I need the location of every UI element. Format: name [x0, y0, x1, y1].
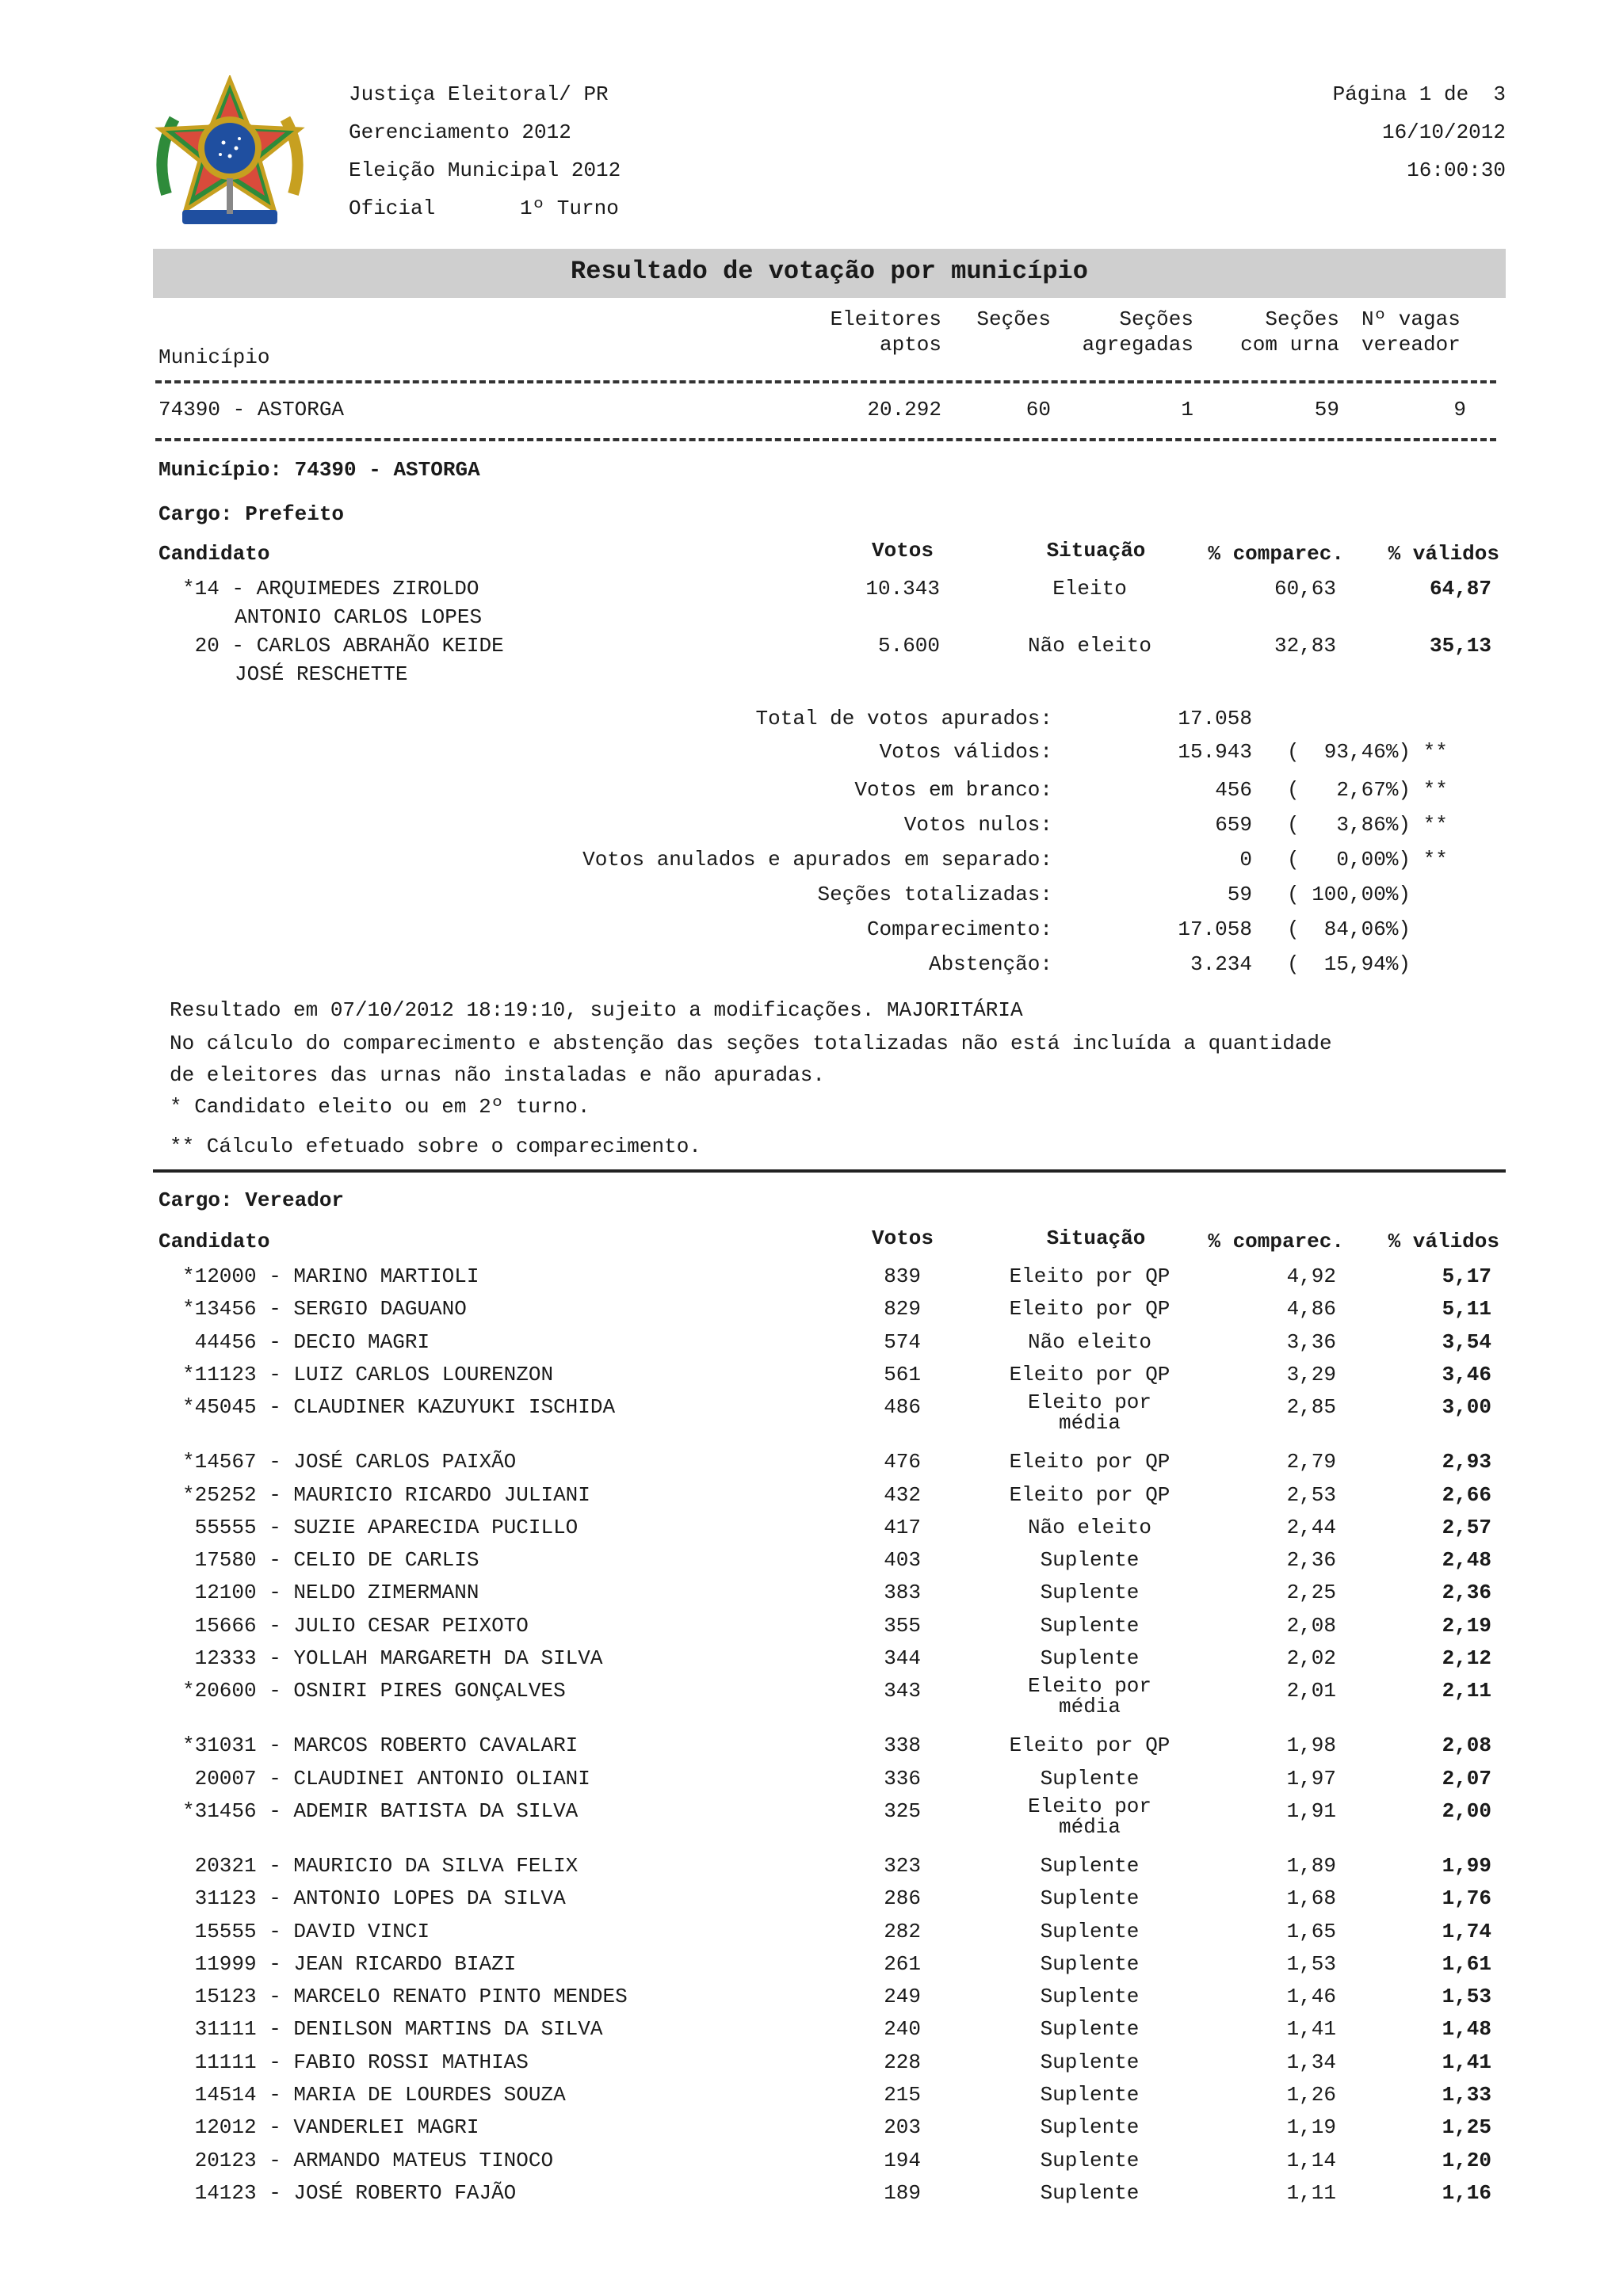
dashed-divider — [155, 380, 1496, 383]
candidate-validos: 1,25 — [1442, 2115, 1491, 2140]
candidate-votos: 417 — [884, 1515, 921, 1539]
candidate-votos: 203 — [884, 2115, 921, 2140]
total-value: 17.058 — [1178, 707, 1252, 730]
candidate-comparec: 1,41 — [1286, 2017, 1336, 2042]
note-line: No cálculo do comparecimento e abstenção das seções totalizadas não está incluída a quantidade — [170, 1032, 1332, 1055]
candidate-situacao: Eleito por QP — [1009, 1733, 1170, 1758]
col-vagas-1: Nº vagas — [1361, 307, 1461, 331]
candidate-votos: 476 — [884, 1450, 921, 1474]
candidate-name: *31456 - ADEMIR BATISTA DA SILVA — [182, 1798, 579, 1823]
candidate-validos: 1,74 — [1442, 1919, 1491, 1943]
candidate-comparec: 60,63 — [1274, 577, 1336, 601]
candidate-situacao: Suplente — [1040, 2180, 1140, 2205]
candidate-votos: 839 — [884, 1264, 921, 1288]
header-round: 1º Turno — [520, 196, 619, 220]
candidate-validos: 1,41 — [1442, 2050, 1491, 2074]
candidate-situacao: Não eleito — [1027, 1329, 1152, 1354]
candidate-validos: 1,33 — [1442, 2083, 1491, 2107]
summary-com-urna: 59 — [1314, 398, 1339, 421]
candidate-comparec: 2,08 — [1286, 1613, 1336, 1638]
candidate-name: 11111 - FABIO ROSSI MATHIAS — [182, 2050, 529, 2074]
coat-of-arms-seal — [151, 75, 309, 238]
candidate-votos: 574 — [884, 1329, 921, 1354]
cargo-prefeito-label: Cargo: Prefeito — [158, 502, 345, 526]
total-label: Abstenção: — [928, 952, 1052, 976]
total-percent: ( 100,00%) — [1287, 883, 1411, 906]
note-line: ** Cálculo efetuado sobre o comparecimento. — [170, 1135, 701, 1158]
candidate-validos: 2,93 — [1442, 1450, 1491, 1474]
total-label: Votos nulos: — [903, 813, 1052, 837]
candidate-situacao: Suplente — [1040, 1581, 1140, 1605]
candidate-situacao: Suplente — [1040, 1766, 1140, 1791]
col-secoes: Seções — [976, 307, 1051, 331]
candidate-comparec: 1,97 — [1286, 1766, 1336, 1791]
header-time: 16:00:30 — [1407, 158, 1506, 182]
col-com-urna-2: com urna — [1240, 333, 1339, 357]
candidate-name: 12100 - NELDO ZIMERMANN — [182, 1581, 479, 1605]
candidate-name: 44456 - DECIO MAGRI — [182, 1329, 430, 1354]
candidate-situacao: Não eleito — [1027, 1515, 1152, 1539]
candidate-comparec: 2,44 — [1286, 1515, 1336, 1539]
report-title: Resultado de votação por município — [571, 257, 1088, 286]
total-label: Comparecimento: — [866, 917, 1052, 941]
candidate-validos: 1,76 — [1442, 1886, 1491, 1911]
candidate-name: 11999 - JEAN RICARDO BIAZI — [182, 1951, 517, 1976]
candidate-name: 20 - CARLOS ABRAHÃO KEIDE — [182, 634, 504, 658]
summary-municipio: 74390 - ASTORGA — [158, 398, 345, 421]
total-value: 456 — [1215, 778, 1252, 802]
candidate-validos: 1,53 — [1442, 1985, 1491, 2009]
candidate-votos: 403 — [884, 1548, 921, 1573]
candidate-votos: 261 — [884, 1951, 921, 1976]
candidate-name: 55555 - SUZIE APARECIDA PUCILLO — [182, 1515, 579, 1539]
candidate-votos: 10.343 — [865, 577, 940, 601]
candidate-validos: 1,16 — [1442, 2180, 1491, 2205]
total-label: Votos válidos: — [879, 740, 1052, 764]
note-line: * Candidato eleito ou em 2º turno. — [170, 1095, 590, 1119]
col-com-urna-1: Seções — [1265, 307, 1339, 331]
col-agregadas-2: agregadas — [1082, 333, 1193, 357]
total-percent: ( 93,46%) ** — [1287, 740, 1448, 764]
candidate-votos: 432 — [884, 1482, 921, 1507]
candidate-situacao: Eleito por QP — [1009, 1362, 1170, 1386]
header-date: 16/10/2012 — [1381, 120, 1506, 144]
candidate-name: *31031 - MARCOS ROBERTO CAVALARI — [182, 1733, 579, 1758]
dashed-divider — [155, 438, 1496, 441]
candidate-validos: 1,48 — [1442, 2017, 1491, 2042]
candidate-situacao: Suplente — [1040, 2017, 1140, 2042]
candidate-comparec: 1,98 — [1286, 1733, 1336, 1758]
candidate-votos: 228 — [884, 2050, 921, 2074]
candidate-comparec: 2,02 — [1286, 1646, 1336, 1670]
candidate-comparec: 2,36 — [1286, 1548, 1336, 1573]
candidate-validos: 1,99 — [1442, 1853, 1491, 1878]
candidate-validos: 2,19 — [1442, 1613, 1491, 1638]
candidate-validos: 2,11 — [1442, 1679, 1491, 1703]
header-page: Página 1 de 3 — [1332, 82, 1506, 106]
header-org: Justiça Eleitoral/ PR — [349, 82, 609, 106]
candidate-votos: 240 — [884, 2017, 921, 2042]
candidate-name: *12000 - MARINO MARTIOLI — [182, 1264, 479, 1288]
total-value: 17.058 — [1178, 917, 1252, 941]
candidate-situacao: Suplente — [1040, 1985, 1140, 2009]
candidate-votos: 215 — [884, 2083, 921, 2107]
candidate-situacao-line2: média — [1058, 1695, 1121, 1719]
header-system: Gerenciamento 2012 — [349, 120, 571, 144]
candidate-votos: 286 — [884, 1886, 921, 1911]
candidate-votos: 189 — [884, 2180, 921, 2205]
col-vagas-2: vereador — [1361, 333, 1461, 357]
total-percent: ( 15,94%) — [1287, 952, 1411, 976]
candidate-comparec: 1,68 — [1286, 1886, 1336, 1911]
total-label: Total de votos apurados: — [755, 707, 1052, 730]
candidate-name: 14123 - JOSÉ ROBERTO FAJÃO — [182, 2180, 517, 2205]
candidate-comparec: 2,79 — [1286, 1450, 1336, 1474]
candidate-validos: 2,00 — [1442, 1798, 1491, 1823]
total-label: Seções totalizadas: — [817, 883, 1052, 906]
total-label: Votos anulados e apurados em separado: — [582, 848, 1052, 871]
candidate-situacao: Suplente — [1040, 2050, 1140, 2074]
candidate-votos: 338 — [884, 1733, 921, 1758]
cargo-vereador-label: Cargo: Vereador — [158, 1188, 345, 1212]
summary-eleitores: 20.292 — [867, 398, 941, 421]
candidate-validos: 2,57 — [1442, 1515, 1491, 1539]
candidate-comparec: 1,19 — [1286, 2115, 1336, 2140]
candidate-validos: 2,48 — [1442, 1548, 1491, 1573]
candidate-situacao: Eleito — [1052, 577, 1127, 601]
candidate-situacao: Suplente — [1040, 2083, 1140, 2107]
candidate-situacao: Eleito por — [1027, 1390, 1152, 1415]
candidate-situacao: Eleito por QP — [1009, 1264, 1170, 1288]
candidate-validos: 5,11 — [1442, 1297, 1491, 1322]
candidate-comparec: 2,25 — [1286, 1581, 1336, 1605]
candidate-comparec: 2,85 — [1286, 1395, 1336, 1420]
candidate-comparec: 1,46 — [1286, 1985, 1336, 2009]
candidate-votos: 383 — [884, 1581, 921, 1605]
candidate-comparec: 1,26 — [1286, 2083, 1336, 2107]
col-agregadas-1: Seções — [1119, 307, 1193, 331]
prefeito-header-situacao: Situação — [1046, 539, 1146, 563]
total-label: Votos em branco: — [854, 778, 1052, 802]
total-value: 0 — [1239, 848, 1252, 871]
col-eleitores-2: aptos — [879, 333, 941, 357]
candidate-validos: 2,12 — [1442, 1646, 1491, 1670]
candidate-name: *20600 - OSNIRI PIRES GONÇALVES — [182, 1679, 566, 1703]
candidate-validos: 2,07 — [1442, 1766, 1491, 1791]
candidate-situacao: Suplente — [1040, 1613, 1140, 1638]
candidate-comparec: 4,86 — [1286, 1297, 1336, 1322]
candidate-situacao: Suplente — [1040, 1886, 1140, 1911]
candidate-situacao: Suplente — [1040, 2148, 1140, 2172]
candidate-situacao: Suplente — [1040, 1646, 1140, 1670]
candidate-situacao: Suplente — [1040, 1548, 1140, 1573]
candidate-votos: 282 — [884, 1919, 921, 1943]
candidate-vice: JOSÉ RESCHETTE — [235, 662, 408, 686]
candidate-name: *13456 - SERGIO DAGUANO — [182, 1297, 467, 1322]
candidate-votos: 336 — [884, 1766, 921, 1791]
candidate-name: 20123 - ARMANDO MATEUS TINOCO — [182, 2148, 554, 2172]
candidate-situacao: Suplente — [1040, 2115, 1140, 2140]
total-percent: ( 3,86%) ** — [1287, 813, 1448, 837]
candidate-validos: 1,20 — [1442, 2148, 1491, 2172]
candidate-vice: ANTONIO CARLOS LOPES — [235, 605, 483, 629]
vereador-header-votos: Votos — [871, 1226, 934, 1250]
total-percent: ( 2,67%) ** — [1287, 778, 1448, 802]
candidate-validos: 5,17 — [1442, 1264, 1491, 1288]
note-line: de eleitores das urnas não instaladas e não apuradas. — [170, 1063, 825, 1087]
candidate-name: 12012 - VANDERLEI MAGRI — [182, 2115, 479, 2140]
candidate-votos: 343 — [884, 1679, 921, 1703]
candidate-votos: 561 — [884, 1362, 921, 1386]
prefeito-header-candidato: Candidato — [158, 542, 270, 566]
report-title-bar — [153, 249, 1506, 298]
total-value: 3.234 — [1190, 952, 1252, 976]
total-value: 659 — [1215, 813, 1252, 837]
candidate-name: 14514 - MARIA DE LOURDES SOUZA — [182, 2083, 566, 2107]
candidate-name: 20007 - CLAUDINEI ANTONIO OLIANI — [182, 1766, 590, 1791]
candidate-comparec: 4,92 — [1286, 1264, 1336, 1288]
candidate-name: 15123 - MARCELO RENATO PINTO MENDES — [182, 1985, 628, 2009]
candidate-votos: 249 — [884, 1985, 921, 2009]
candidate-comparec: 1,11 — [1286, 2180, 1336, 2205]
col-municipio: Município — [158, 345, 270, 369]
candidate-name: 12333 - YOLLAH MARGARETH DA SILVA — [182, 1646, 603, 1670]
candidate-name: *14567 - JOSÉ CARLOS PAIXÃO — [182, 1450, 517, 1474]
vereador-header-situacao: Situação — [1046, 1226, 1146, 1250]
candidate-comparec: 1,34 — [1286, 2050, 1336, 2074]
candidate-validos: 64,87 — [1429, 577, 1491, 601]
candidate-name: 15666 - JULIO CESAR PEIXOTO — [182, 1613, 529, 1638]
candidate-comparec: 1,89 — [1286, 1853, 1336, 1878]
candidate-comparec: 1,14 — [1286, 2148, 1336, 2172]
candidate-situacao: Eleito por — [1027, 1794, 1152, 1818]
municipio-label: Município: 74390 - ASTORGA — [158, 458, 480, 482]
vereador-header-validos: % válidos — [1388, 1230, 1499, 1253]
candidate-comparec: 3,29 — [1286, 1362, 1336, 1386]
col-eleitores-1: Eleitores — [830, 307, 941, 331]
candidate-name: 20321 - MAURICIO DA SILVA FELIX — [182, 1853, 579, 1878]
candidate-votos: 344 — [884, 1646, 921, 1670]
candidate-validos: 35,13 — [1429, 634, 1491, 658]
candidate-comparec: 2,53 — [1286, 1482, 1336, 1507]
candidate-validos: 2,66 — [1442, 1482, 1491, 1507]
candidate-validos: 2,36 — [1442, 1581, 1491, 1605]
candidate-comparec: 32,83 — [1274, 634, 1336, 658]
total-value: 15.943 — [1178, 740, 1252, 764]
candidate-votos: 194 — [884, 2148, 921, 2172]
candidate-situacao: Eleito por — [1027, 1674, 1152, 1699]
candidate-situacao: Eleito por QP — [1009, 1297, 1170, 1322]
summary-vagas: 9 — [1453, 398, 1466, 421]
candidate-validos: 2,08 — [1442, 1733, 1491, 1758]
candidate-votos: 5.600 — [877, 634, 940, 658]
candidate-comparec: 1,53 — [1286, 1951, 1336, 1976]
summary-agregadas: 1 — [1181, 398, 1193, 421]
candidate-situacao-line2: média — [1058, 1411, 1121, 1436]
candidate-name: 31123 - ANTONIO LOPES DA SILVA — [182, 1886, 566, 1911]
prefeito-header-comparec: % comparec. — [1208, 542, 1344, 566]
candidate-situacao-line2: média — [1058, 1814, 1121, 1839]
candidate-situacao: Não eleito — [1027, 634, 1152, 658]
candidate-situacao: Suplente — [1040, 1853, 1140, 1878]
candidate-name: 31111 - DENILSON MARTINS DA SILVA — [182, 2017, 603, 2042]
prefeito-header-votos: Votos — [871, 539, 934, 563]
candidate-votos: 486 — [884, 1395, 921, 1420]
candidate-comparec: 1,91 — [1286, 1798, 1336, 1823]
candidate-validos: 3,46 — [1442, 1362, 1491, 1386]
header-status: Oficial — [349, 196, 436, 220]
candidate-name: *14 - ARQUIMEDES ZIROLDO — [182, 577, 479, 601]
candidate-situacao: Suplente — [1040, 1951, 1140, 1976]
candidate-name: *25252 - MAURICIO RICARDO JULIANI — [182, 1482, 590, 1507]
candidate-name: 17580 - CELIO DE CARLIS — [182, 1548, 479, 1573]
candidate-situacao: Eleito por QP — [1009, 1450, 1170, 1474]
total-value: 59 — [1227, 883, 1252, 906]
candidate-validos: 1,61 — [1442, 1951, 1491, 1976]
candidate-comparec: 2,01 — [1286, 1679, 1336, 1703]
total-percent: ( 0,00%) ** — [1287, 848, 1448, 871]
candidate-validos: 3,00 — [1442, 1395, 1491, 1420]
vereador-header-comparec: % comparec. — [1208, 1230, 1344, 1253]
candidate-name: *45045 - CLAUDINER KAZUYUKI ISCHIDA — [182, 1395, 616, 1420]
candidate-votos: 829 — [884, 1297, 921, 1322]
candidate-votos: 355 — [884, 1613, 921, 1638]
candidate-comparec: 1,65 — [1286, 1919, 1336, 1943]
prefeito-header-validos: % válidos — [1388, 542, 1499, 566]
header-election: Eleição Municipal 2012 — [349, 158, 621, 182]
total-percent: ( 84,06%) — [1287, 917, 1411, 941]
candidate-votos: 325 — [884, 1798, 921, 1823]
summary-secoes: 60 — [1025, 398, 1051, 421]
candidate-situacao: Suplente — [1040, 1919, 1140, 1943]
section-divider — [153, 1169, 1506, 1173]
candidate-comparec: 3,36 — [1286, 1329, 1336, 1354]
vereador-header-candidato: Candidato — [158, 1230, 270, 1253]
candidate-situacao: Eleito por QP — [1009, 1482, 1170, 1507]
candidate-name: 15555 - DAVID VINCI — [182, 1919, 430, 1943]
candidate-name: *11123 - LUIZ CARLOS LOURENZON — [182, 1362, 554, 1386]
note-line: Resultado em 07/10/2012 18:19:10, sujeito a modificações. MAJORITÁRIA — [170, 998, 1023, 1022]
candidate-validos: 3,54 — [1442, 1329, 1491, 1354]
candidate-votos: 323 — [884, 1853, 921, 1878]
